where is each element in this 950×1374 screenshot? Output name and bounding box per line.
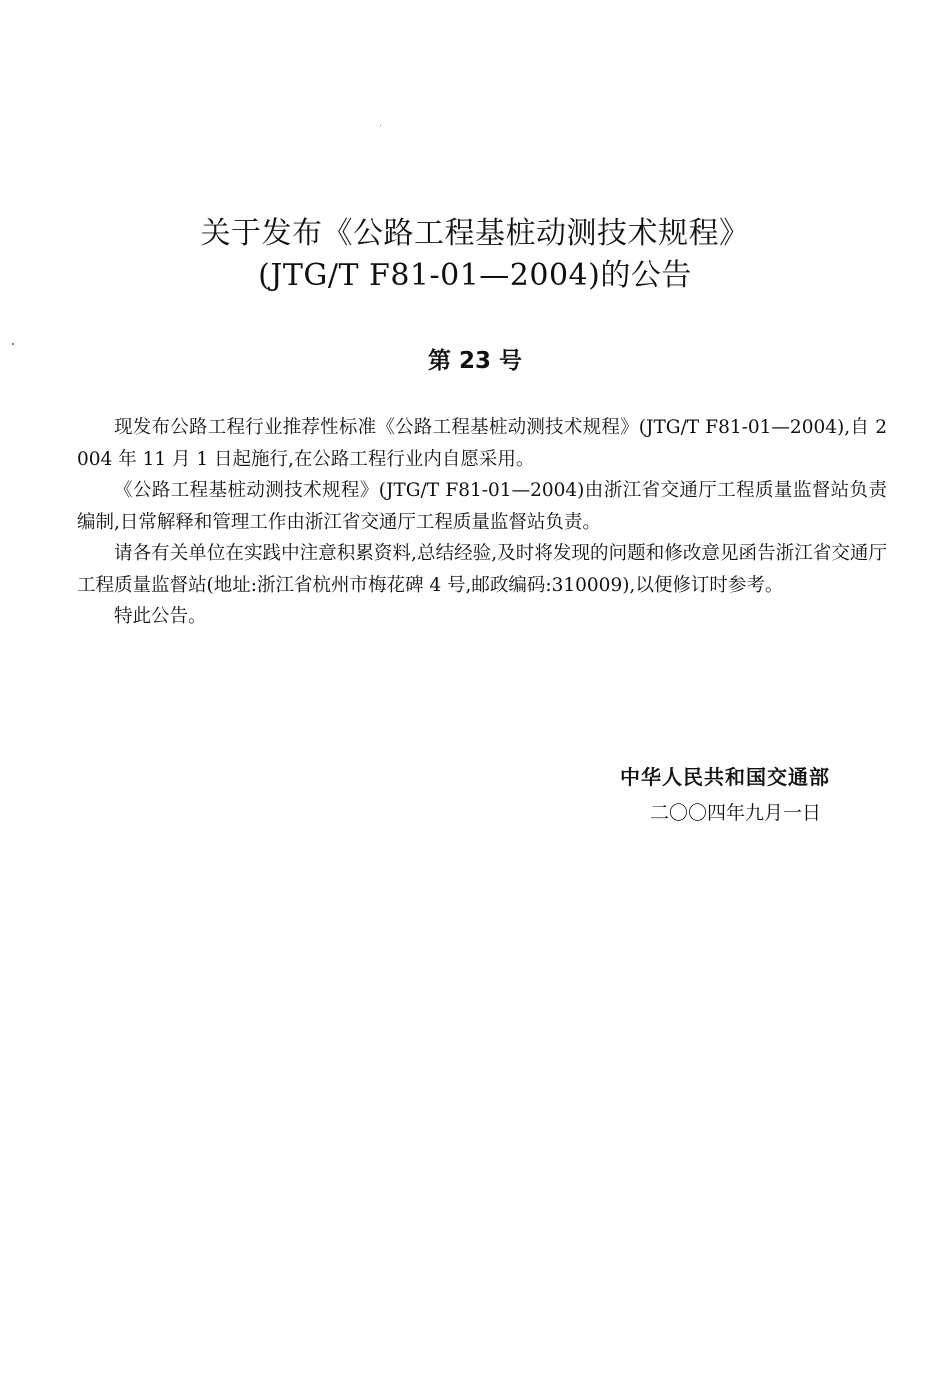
announcement-number: 第 23 号 [427,348,523,374]
announcement-title-line-1: 关于发布《公路工程基桩动测技术规程》 [200,216,750,251]
announcement-title-line-2: (JTG/T F81-01—2004)的公告 [258,258,692,293]
paragraph: 特此公告。 [114,606,207,627]
issue-date: 二〇〇四年九月一日 [650,802,822,824]
paragraph: 现发布公路工程行业推荐性标准《公路工程基桩动测技术规程》(JTG/T F81-01—2004),自 2004 年 11 月 1 日起施行,在公路工程行业内自愿采用。 [77,417,887,470]
scan-speck [380,125,381,126]
announcement-body [77,412,887,633]
issuing-organization: 中华人民共和国交通部 [620,765,830,789]
signature-block [620,762,880,828]
paragraph: 请各有关单位在实践中注意积累资料,总结经验,及时将发现的问题和修改意见函告浙江省交通厅工程质量监督站(地址:浙江省杭州市梅花碑 4 号,邮政编码:310009),以便修订时参考。 [77,543,887,596]
paragraph: 《公路工程基桩动测技术规程》(JTG/T F81-01—2004)由浙江省交通厅工程质量监督站负责编制,日常解释和管理工作由浙江省交通厅工程质量监督站负责。 [77,480,887,533]
scan-speck [12,343,14,345]
